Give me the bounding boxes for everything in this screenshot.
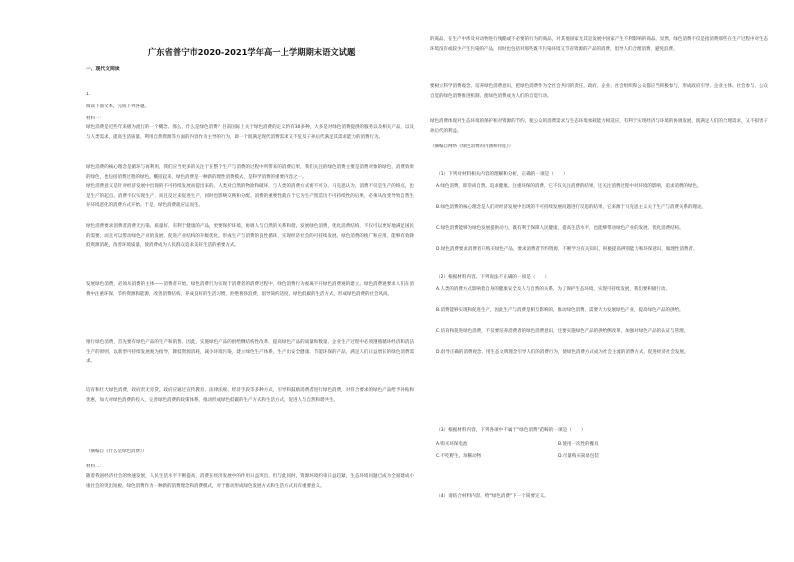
left-paragraph-3: 绿色消费意义是针对经济发展中出现的不可持续发展而提出来的。人类对自然的物欲和破坏，与人类的消费方式密不可分。马克思认为，消费不仅是生产的终点，也是生产的起点。消费不仅实现生产，而且反过来促进生产，同时也影响交换和分配。消费的重要性就在于它为生产创造出不可持续性的后果，必须从改变导致自然生存环境恶化的消费方式开始。于是，绿色消费就应运而生。 [86, 184, 414, 209]
question-1-stem: （1）下列对材料相关内容的理解和分析，正确的一项是（ ） [436, 172, 568, 177]
question-1-option-a: A.绿色消费，即崇尚自然、追求健康，注重环保的消费，它不仅关注消费的结果，还关注消费过程中对环境的影响，追求消费的绿色。 [436, 184, 702, 189]
question-number: 1. [86, 92, 91, 97]
left-paragraph-7: 培育和壮大绿色消费，政府责无旁贷。政府应通过宣传教育、法律法规、经济手段等多种方式，引导和鼓励消费者进行绿色消费，对符合要求的绿色产品给予补贴和优惠，加大对绿色消费的投入，完善绿色消费的政策体系，推动形成绿色低碳的生产方式和生活方式，促进人与自然和谐共生。 [86, 388, 414, 403]
left-paragraph-6: 推行绿色消费，首先要有绿色产品的生产和销售。因此，实施绿色产品的供给侧结构性改革，提高绿色产品的质量和数量，企业生产过程中必须遵循循环经济和清洁生产的原则，以新型可持续发展观为指导，降低资源消耗，减少环境污染，建立绿色生产体系，生产出安全健康、节能环保的产品，满足人们日益增长的绿色消费需求。 [86, 340, 414, 365]
left-paragraph-4: 绿色消费要求消费者消费无污染、质量好、有利于健康的产品，更要保护环境、协调人与自然的关系和谐。发展绿色消费，优化消费结构，不仅可以更好地满足国民的需要，而且可以带动绿色产业的发展，促进产业结构的升级优化。形成生产与消费的良性循环，实现经济社会的可持续发展。绿色消费的推广和应用，能够有效降低资源消耗，改善环境质量，使消费成为人民群众追求美好生活的重要方式。 [86, 224, 414, 249]
question-3-option-c: C.不吃野生、珍稀动物 [436, 454, 482, 459]
question-3-option-d: D.尽量购买简易包装 [558, 454, 599, 459]
material2-paragraph: 随着我国经济社会的快速发展，人民生活水平不断提高，消费在经济发展中的作用日益突出。但与此同时，资源环境约束日益趋紧，生态环境问题已成为全面建成小康社会的突出短板。绿色消费作为一种新的消费理念和消费模式，对于推动形成绿色发展方式和生活方式具有重要意义。 [86, 474, 414, 489]
question-2-option-c: C.培育和促进绿色消费，不仅要培养消费者的绿色消费意识，还要实施绿色产品的供给侧改革，加强对绿色产品的认证与管理。 [436, 329, 689, 334]
question-2-option-b: B.消费能够实现和促进生产，因此生产与消费是相互影响的，推动绿色消费，需要大力发展绿色产业，提高绿色产品的供给。 [436, 308, 684, 313]
right-paragraph-1: 的商品，在生产中涉及对动物进行残酷或不必要的行为的商品，对其他国家尤其是发展中国家产生不利影响的商品。显然，绿色消费不仅是指消费那些在生产过程中对生态环境没有或较少产生污染的产品，同时也包括对那些既不污染环境又节省资源的产品的消费，倡导人们合理消费，避免浪费。 [430, 37, 768, 52]
right-paragraph-3: 绿色消费体现对生态环境的保护和对资源的节约。使公众的消费需求与生态环境承载能力相适应，有利于实现经济与环境的协调发展，既满足人们的合理需求，又不损害子孙后代的利益。 [430, 119, 768, 134]
page-title: 广东省普宁市2020-2021学年高一上学期期末语文试题 [148, 47, 356, 57]
left-paragraph-1: 绿色消费是近些年来极为流行的一个概念。那么，什么是绿色消费？目前国际上关于绿色消费的定义约有30多种，大多是对绿色消费提供的服务以及相关产品，以及与人类需求、提高生活质量、利用自然资源等方面的内容作为主导的行为，即一个既满足现代消费需求又不危及子孙后代满足其需求能力的消费行为。 [86, 125, 414, 140]
question-3-option-b: B.使用一次性的餐具 [558, 442, 599, 447]
source-citation-1: （摘编自《什么是绿色消费》） [86, 449, 147, 454]
instruction-text: 阅读下面文本，完成下列各题。 [86, 104, 149, 109]
question-2-stem: （2）根据材料内容，下列说法不正确的一项是（ ） [436, 275, 550, 280]
question-1-option-c: C.绿色消费能够为绿色发展提供动力，既有利于保障人民健康，提高生活水平，也能够带动绿色产业的发展，优化消费结构。 [436, 226, 684, 231]
question-1-option-b: B.绿色消费的核心理念是人们对经济发展中出现的不可持续发展问题进行反思的结果，它来源于马克思主义关于生产与消费关系的理论。 [436, 205, 707, 210]
section-heading: 一、现代文阅读 [86, 67, 120, 72]
source-citation-2: （摘编自网络《绿色消费的内涵和特征》） [430, 144, 514, 149]
question-4-stem: （4）请结合材料内容，给"绿色消费"下一个简要定义。 [436, 494, 549, 499]
question-3-option-a: A.购买环保电池 [436, 442, 468, 447]
material2-label: 材料二： [86, 464, 104, 469]
material1-label: 材料一： [86, 116, 104, 121]
question-1-option-d: D.绿色消费要求消费者只购买绿色产品，要求消费者节约资源，不断学习有关知识，积极提高辨别能力和环保意识，做理性消费者。 [436, 247, 698, 252]
question-2-option-d: D.倡导正确的消费观念，用生态文明理念引导人们的消费行为，使绿色消费方式成为社会主流的消费方式，促进经济社会发展。 [436, 350, 689, 355]
question-3-stem: （3）根据材料内容，下列各项中不属于"绿色消费"范畴的一项是（ ） [436, 428, 586, 433]
left-paragraph-5: 发展绿色消费，必须从消费的主体——消费者开始。绿色消费行为实现于消费者的消费过程中，绿色消费行为观离不开绿色消费观的建立。绿色消费观要求人们在消费中注重环保，节约资源和能源，改善消费结构，养成良好的生活习惯，拒绝奢侈浪费，倡导简约适度、绿色低碳的生活方式，形成绿色消费的社会风尚。 [86, 282, 414, 297]
right-paragraph-2: 要树立科学消费观念，培养绿色消费意识，把绿色消费作为全社会共同的责任。政府、企业、社会组织和公众都应当积极参与，形成政府引导、企业主体、社会参与、公众自觉的绿色消费推进机制，使绿色消费成为人们的自觉行动。 [430, 84, 768, 99]
left-paragraph-2: 绿色消费的核心理念是循环与再利用，我们应当更多的关注于在整个生产与消费的过程中所带来的消费后果，我们关注的绿色消费主要是消费对象的绿色、消费效果的绿色，也包括消费过程的绿色。概括起来，绿色消费是一种新的理性消费模式，是科学消费的重要内容之一。 [86, 165, 414, 180]
question-2-option-a: A.人类的消费方式影响着自身的健康安全及人与自然的关系，为了保护生态环境，实现可持续发展，我们要积极行动。 [436, 287, 670, 292]
